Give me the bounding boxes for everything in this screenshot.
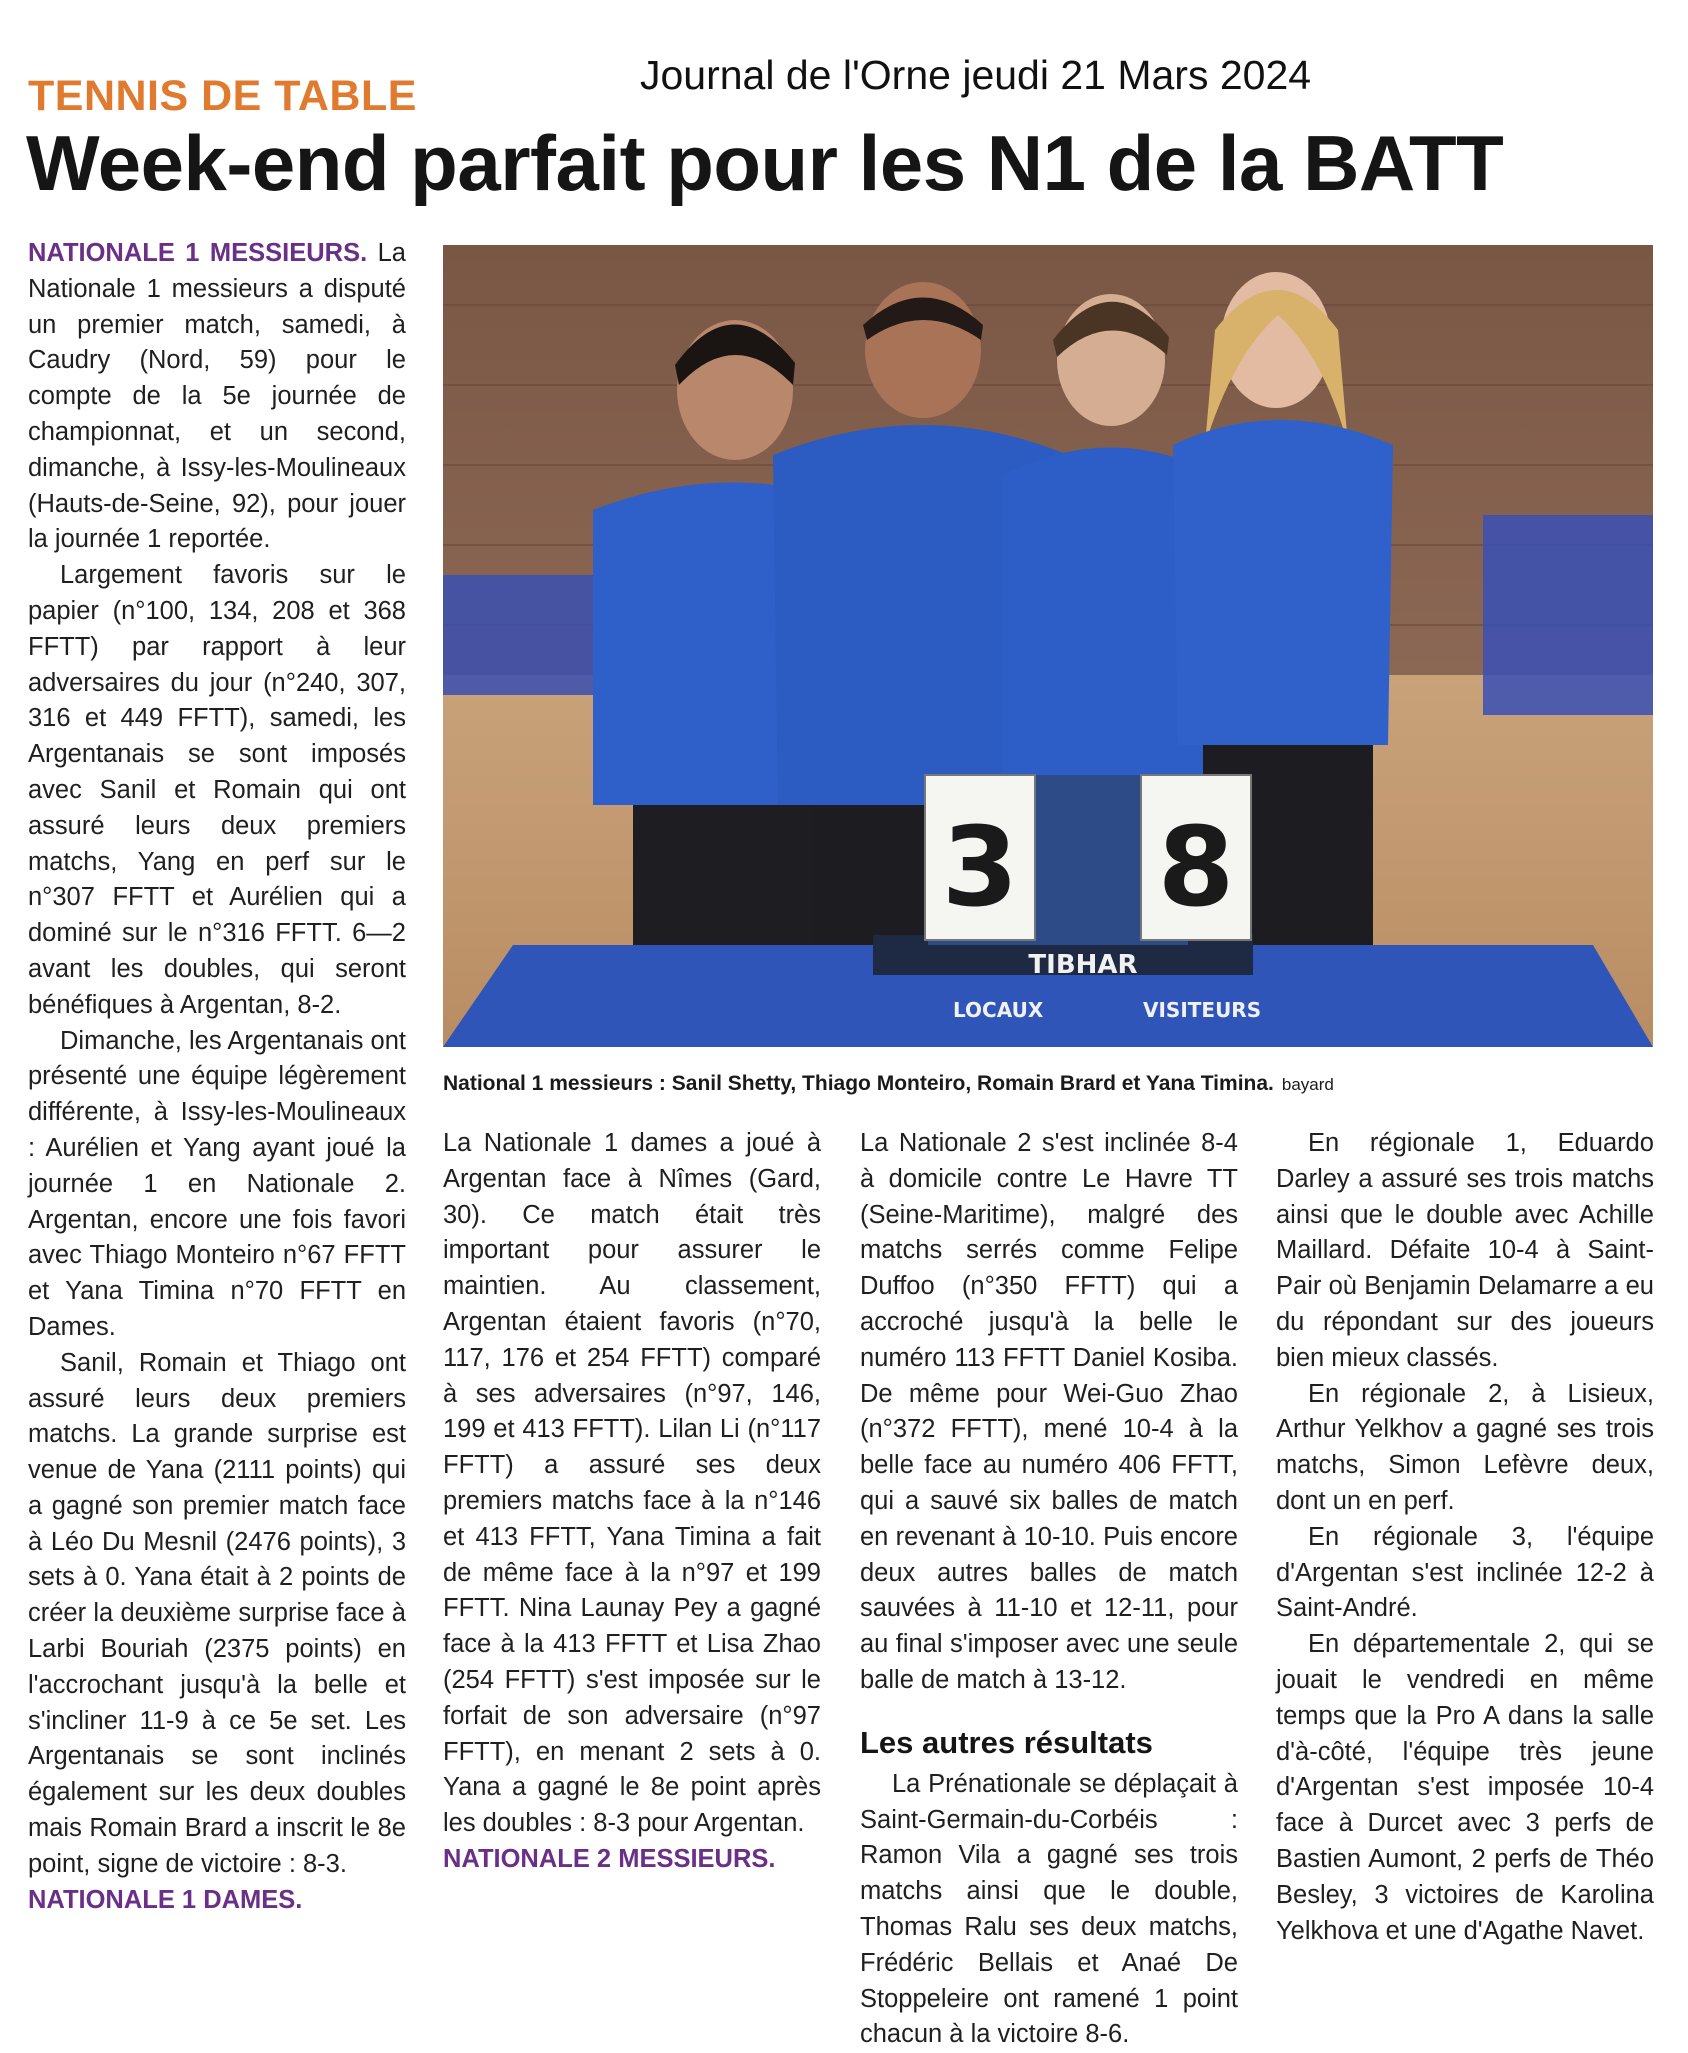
- paragraph-text: La Nationale 1 messieurs a disputé un premier match, samedi, à Caudry (Nord, 59) pour le compte de la 5e journée de championnat, et un second, dimanche, à Issy-les-Moulineaux (Hauts-de-Seine, 92), pour jouer la journée 1 reportée.: [28, 239, 406, 554]
- paragraph: Dimanche, les Argentanais ont présenté une équipe légèrement différente, à Issy-les-Moulineaux : Aurélien et Yang ayant joué la journée 1 en Nationale 2. Argentan, encore une fois favori avec Thiago Monteiro n°67 FFTT et Yana Timina n°70 FFTT en Dames.: [28, 1026, 406, 1341]
- paragraph: Largement favoris sur le papier (n°100, 134, 208 et 368 FFTT) par rapport à leur adversaires du jour (n°240, 307, 316 et 449 FFTT), samedi, les Argentanais se sont imposés avec Sanil et Romain qui ont assuré leurs deux premiers matchs, Yang en perf sur le n°307 FFTT et Aurélien qui a dominé sur le n°316 FFTT. 6—2 avant les doubles, qui seront bénéfiques à Argentan, 8-2.: [28, 561, 406, 1019]
- paragraph: [28, 236, 406, 558]
- caption-text: National 1 messieurs : Sanil Shetty, Thiago Monteiro, Romain Brard et Yana Timina.: [443, 1072, 1274, 1095]
- paragraph: [28, 1883, 406, 1919]
- paragraph: En départementale 2, qui se jouait le vendredi en même temps que la Pro A dans la salle d'à-côté, l'équipe très jeune d'Argentan s'est imposée 10-4 face à Durcet avec 3 perfs de Bastien Aumont, 2 perfs de Théo Besley, 3 victoires de Karolina Yelkhova et une d'Agathe Navet.: [1276, 1630, 1654, 1945]
- article-column-1: [28, 236, 406, 1918]
- team-photo-illustration: [443, 245, 1653, 1047]
- paragraph: En régionale 1, Eduardo Darley a assuré ses trois matchs ainsi que le double avec Achille Maillard. Défaite 10-4 à Saint-Pair où Benjamin Delamarre a eu du répondant sur des joueurs bien mieux classés.: [1276, 1129, 1654, 1372]
- scoreboard-home-digit: 3: [941, 803, 1019, 931]
- paragraph-lead: NATIONALE 1 MESSIEURS.: [28, 239, 368, 267]
- scoreboard-away-label: VISITEURS: [1143, 998, 1262, 1022]
- paragraph: La Nationale 1 dames a joué à Argentan face à Nîmes (Gard, 30). Ce match était très important pour assurer le maintien. Au classement, Argentan étaient favoris (n°70, 117, 176 et 254 FFTT) comparé à ses adversaires (n°97, 146, 199 et 413 FFTT). Lilan Li (n°117 FFTT) a assuré ses deux premiers matchs face à la n°146 et 413 FFTT, Yana Timina a fait de même face à la n°97 et 199 FFTT. Nina Launay Pey a gagné face à la 413 FFTT et Lisa Zhao (254 FFTT) s'est imposée sur le forfait de son adversaire (n°97 FFTT), en menant 2 sets à 0. Yana a gagné le 8e point après les doubles : 8-3 pour Argentan.: [443, 1129, 821, 1838]
- section-label: TENNIS DE TABLE: [28, 72, 417, 120]
- scoreboard-away-digit: 8: [1157, 803, 1235, 931]
- scoreboard-home-label: LOCAUX: [953, 998, 1044, 1022]
- article-column-3: [860, 1126, 1238, 2053]
- paragraph: En régionale 2, à Lisieux, Arthur Yelkhov a gagné ses trois matchs, Simon Lefèvre deux, dont un en perf.: [1276, 1379, 1654, 1515]
- paragraph: En régionale 3, l'équipe d'Argentan s'est inclinée 12-2 à Saint-André.: [1276, 1522, 1654, 1623]
- publication-date: Journal de l'Orne jeudi 21 Mars 2024: [640, 52, 1312, 98]
- paragraph: La Prénationale se déplaçait à Saint-Germain-du-Corbéis : Ramon Vila a gagné ses trois matchs ainsi que le double, Thomas Ralu ses deux matchs, Frédéric Bellais et Anaé De Stoppeleire ont ramené 1 point chacun à la victoire 8-6.: [860, 1769, 1238, 2049]
- photo-caption: [443, 1072, 1653, 1096]
- headline: Week-end parfait pour les N1 de la BATT: [26, 119, 1504, 207]
- subheading: Les autres résultats: [860, 1724, 1153, 1760]
- article-column-4: [1276, 1126, 1654, 1949]
- article-column-2: [443, 1126, 821, 1878]
- paragraph-lead: NATIONALE 2 MESSIEURS.: [443, 1844, 776, 1873]
- photo-credit: bayard: [1281, 1075, 1334, 1094]
- paragraph-lead: NATIONALE 1 DAMES.: [28, 1885, 303, 1914]
- paragraph: Sanil, Romain et Thiago ont assuré leurs deux premiers matchs. La grande surprise est venue de Yana (2111 points) qui a gagné son premier match face à Léo Du Mesnil (2476 points), 3 sets à 0. Yana était à 2 points de créer la deuxième surprise face à Larbi Bouriah (2375 points) en l'accrochant jusqu'à la belle et s'incliner 11-9 à ce 5e set. Les Argentanais se sont inclinés également sur les deux doubles mais Romain Brard a inscrit le 8e point, signe de victoire : 8-3.: [28, 1348, 406, 1878]
- team-photo: [443, 245, 1653, 1047]
- paragraph: [443, 1842, 821, 1878]
- paragraph: La Nationale 2 s'est inclinée 8-4 à domicile contre Le Havre TT (Seine-Maritime), malgré des matchs serrés comme Felipe Duffoo (n°350 FFTT) qui a accroché jusqu'à la belle le numéro 113 FFTT Daniel Kosiba. De même pour Wei-Guo Zhao (n°372 FFTT), mené 10-4 à la belle face au numéro 406 FFTT, qui a sauvé six balles de match en revenant à 10-10. Puis encore deux autres balles de match sauvées à 11-10 et 12-11, pour au final s'imposer avec une seule balle de match à 13-12.: [860, 1129, 1238, 1694]
- scoreboard-brand: TIBHAR: [1028, 950, 1138, 980]
